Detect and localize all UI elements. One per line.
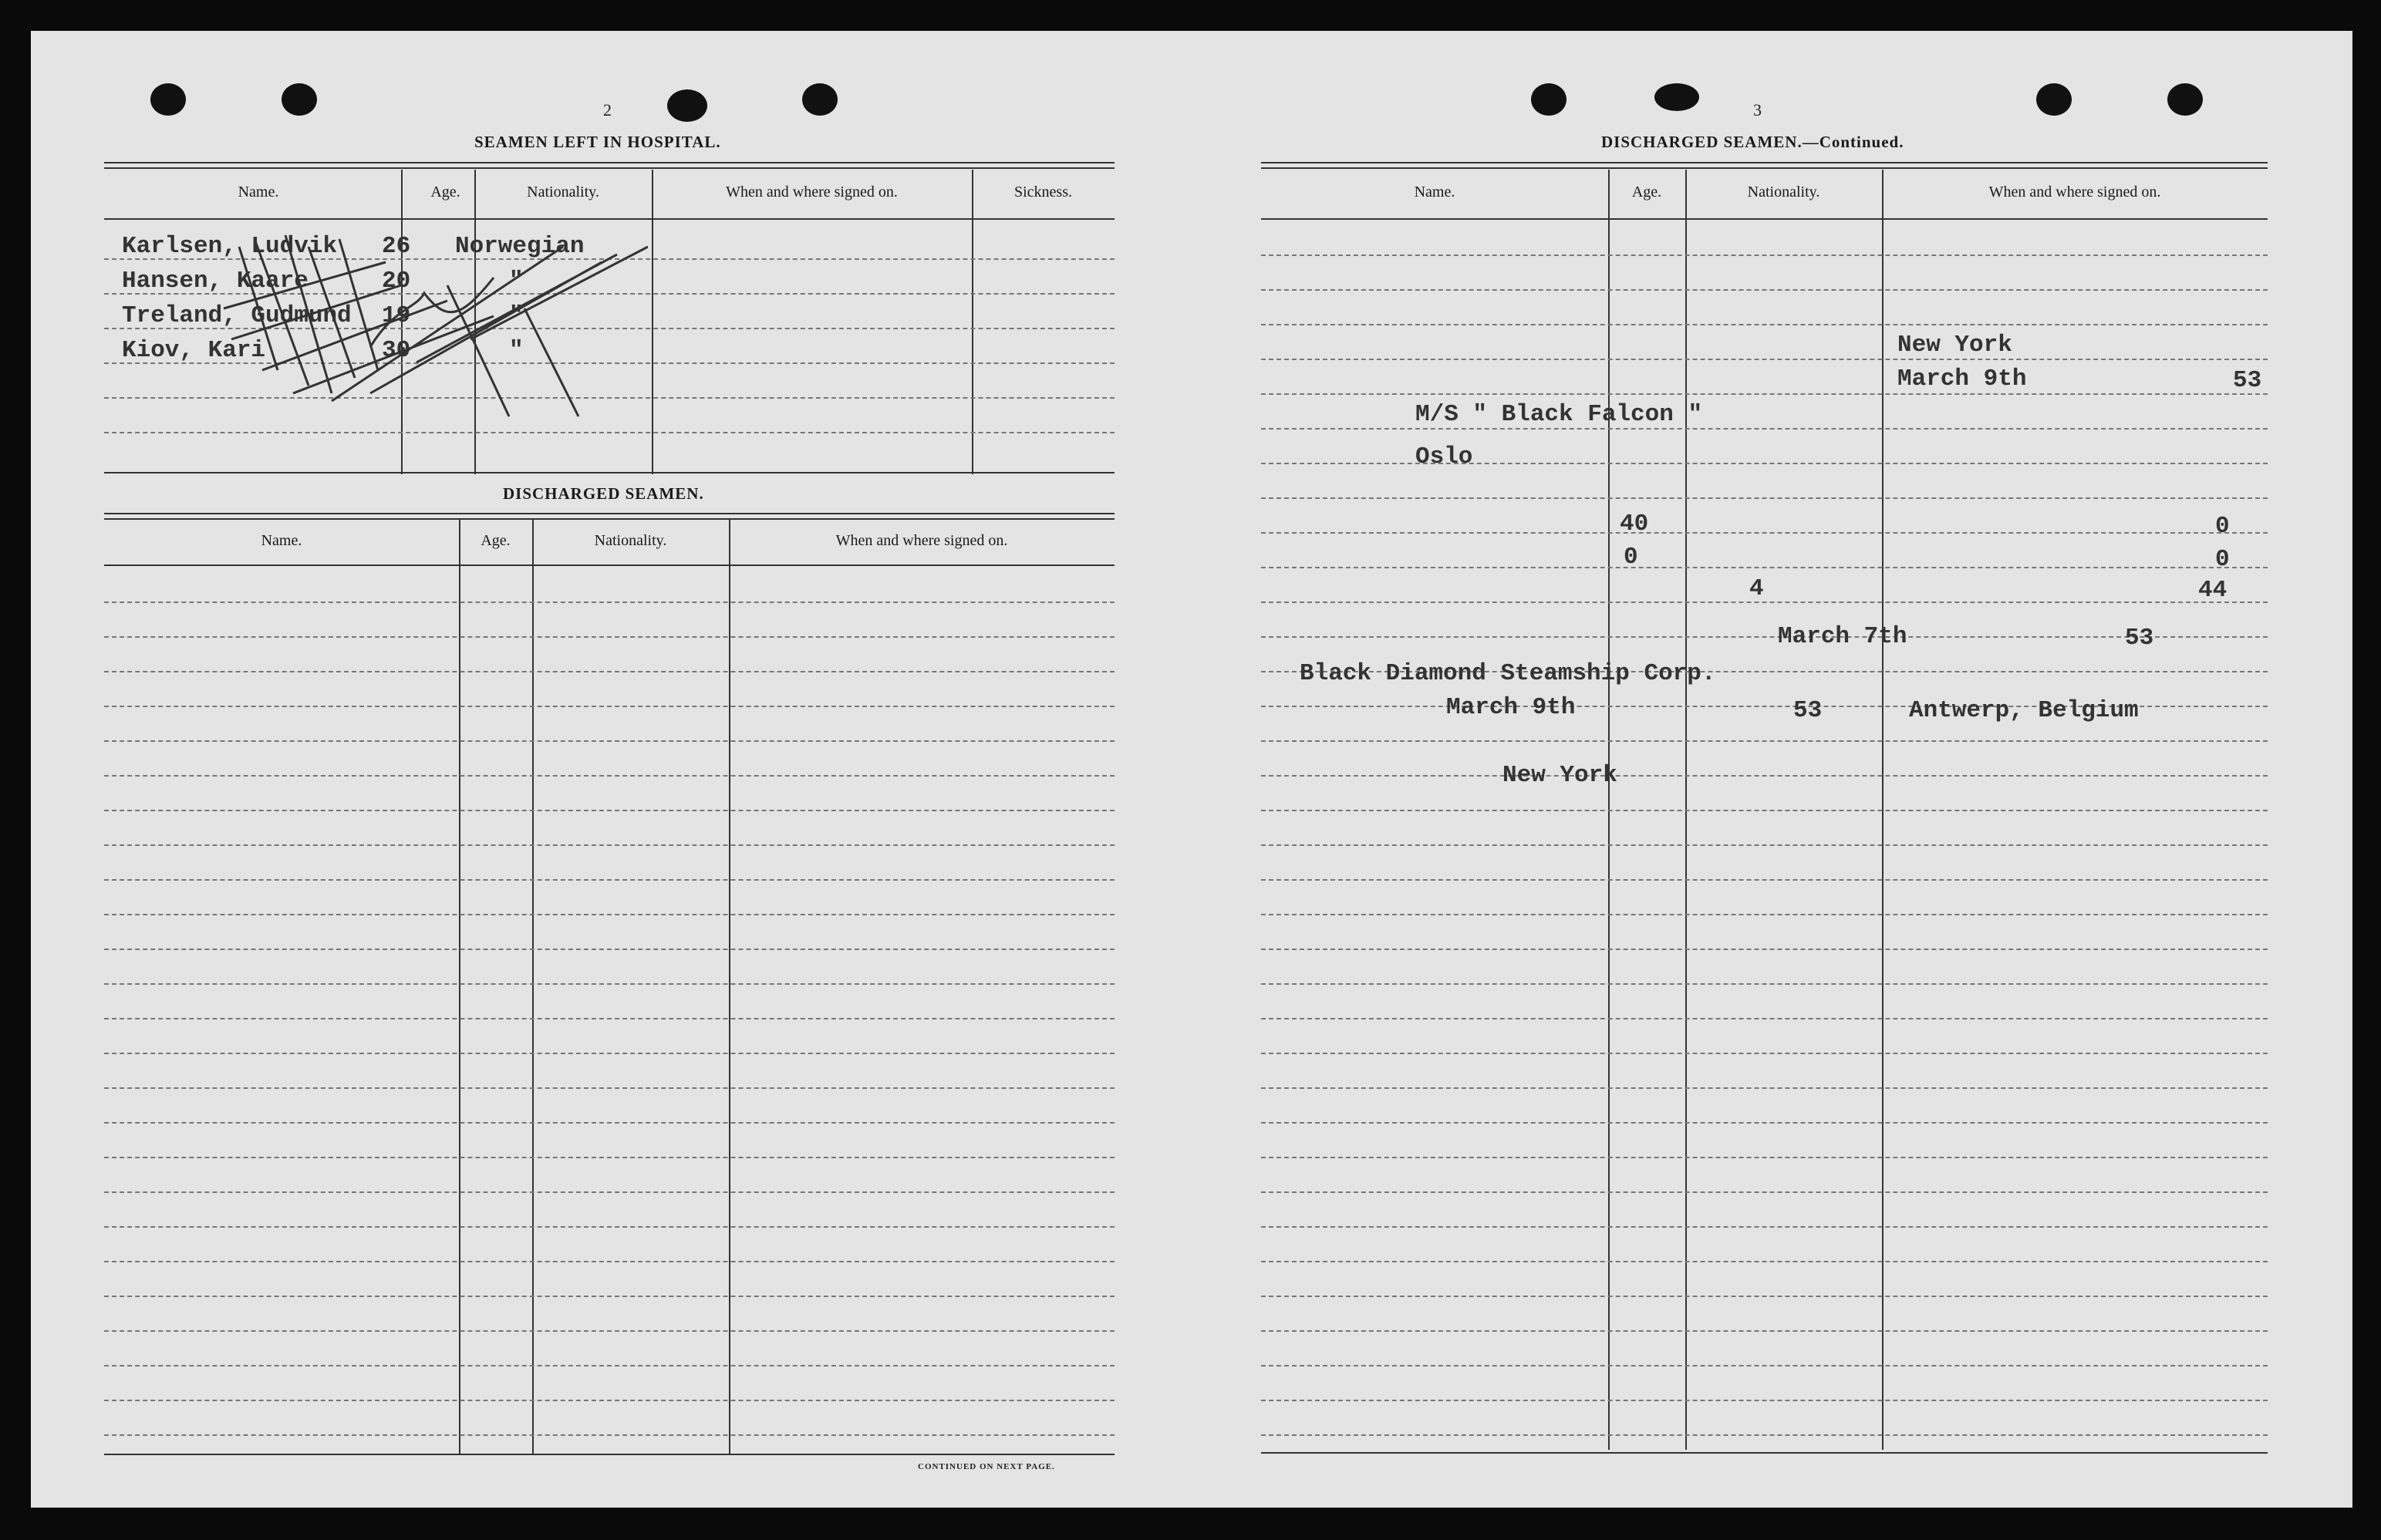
row-line	[1261, 393, 2268, 395]
row-line	[104, 1434, 1115, 1436]
entry-count: 4	[1749, 575, 1764, 602]
row-line	[1261, 810, 2268, 811]
row-line	[104, 602, 1115, 603]
row-line	[1261, 532, 2268, 534]
entry-zero: 0	[1624, 544, 1638, 571]
discharged-header-rule	[104, 564, 1115, 566]
row-line	[1261, 1122, 2268, 1124]
right-col-signed-on: When and where signed on.	[1988, 184, 2161, 201]
row-line	[104, 949, 1115, 950]
discharged-continued-title: DISCHARGED SEAMEN.—Continued.	[1601, 133, 1904, 151]
punch-hole	[802, 83, 838, 116]
entry-age: 40	[1620, 511, 1649, 537]
row-line	[1261, 914, 2268, 915]
page-number-right: 3	[1753, 100, 1762, 120]
row-line	[1261, 567, 2268, 568]
row-line	[1261, 602, 2268, 603]
row-line	[1261, 1191, 2268, 1193]
entry-port: New York	[1502, 762, 1617, 789]
hospital-row-nationality: "	[509, 268, 524, 295]
row-line	[104, 636, 1115, 638]
row-line	[104, 1330, 1115, 1332]
hospital-top-rule	[104, 162, 1115, 169]
row-line	[1261, 1018, 2268, 1019]
row-line	[104, 1226, 1115, 1228]
row-line	[1261, 463, 2268, 464]
punch-hole	[667, 89, 707, 122]
row-line	[1261, 1400, 2268, 1401]
entry-vessel: M/S " Black Falcon "	[1415, 401, 1703, 428]
page-number-left: 2	[603, 100, 612, 120]
row-line	[1261, 1330, 2268, 1332]
row-line	[1261, 1296, 2268, 1297]
row-line	[1261, 983, 2268, 985]
entry-foreign-port: Antwerp, Belgium	[1909, 697, 2139, 724]
row-line	[1261, 1157, 2268, 1158]
discharged-section-title: DISCHARGED SEAMEN.	[503, 484, 704, 503]
row-line	[1261, 879, 2268, 881]
row-line	[1261, 254, 2268, 256]
row-line	[1261, 359, 2268, 360]
discharged-col-nationality: Nationality.	[594, 532, 667, 549]
right-header-rule	[1261, 218, 2268, 220]
hospital-row-age: 19	[382, 302, 411, 329]
row-line	[104, 1261, 1115, 1262]
row-line	[1261, 775, 2268, 777]
row-line	[104, 671, 1115, 672]
row-line	[1261, 324, 2268, 325]
col-divider	[459, 518, 460, 1454]
crossout-scribble	[216, 216, 648, 447]
row-line	[1261, 1365, 2268, 1366]
row-line	[104, 1400, 1115, 1401]
row-line	[1261, 497, 2268, 499]
entry-count: 44	[2198, 577, 2228, 604]
hospital-bottom-rule	[104, 472, 1115, 473]
row-line	[104, 1157, 1115, 1158]
hospital-row-age: 20	[382, 268, 411, 295]
right-col-nationality: Nationality.	[1747, 184, 1820, 201]
row-line	[104, 775, 1115, 777]
punch-hole	[1654, 83, 1699, 111]
col-divider	[972, 170, 973, 474]
hospital-row-age: 30	[382, 337, 411, 364]
row-line	[1261, 949, 2268, 950]
row-line	[104, 1191, 1115, 1193]
hospital-col-nationality: Nationality.	[527, 184, 599, 201]
row-line	[1261, 1053, 2268, 1054]
right-col-age: Age.	[1631, 184, 1662, 201]
hospital-row-name: Kiov, Kari	[122, 337, 266, 364]
hospital-row-nationality: "	[509, 337, 524, 364]
hospital-row-name: Karlsen, Ludvik	[122, 233, 338, 260]
punch-hole	[150, 83, 186, 116]
row-line	[104, 706, 1115, 707]
entry-date: March 7th	[1778, 623, 1907, 650]
row-line	[1261, 428, 2268, 430]
entry-date: March 9th	[1897, 366, 2027, 393]
hospital-col-age: Age.	[430, 184, 460, 201]
document-sheet	[31, 31, 2352, 1508]
hospital-section-title: SEAMEN LEFT IN HOSPITAL.	[474, 133, 721, 151]
right-col-name: Name.	[1414, 184, 1455, 201]
row-line	[1261, 844, 2268, 846]
row-line	[104, 1018, 1115, 1019]
row-line	[104, 914, 1115, 915]
hospital-col-name: Name.	[238, 184, 279, 201]
row-line	[1261, 1087, 2268, 1089]
hospital-col-signed-on: When and where signed on.	[726, 184, 898, 201]
row-line	[104, 983, 1115, 985]
entry-port: New York	[1897, 332, 2012, 359]
hospital-row-name: Hansen, Kaare	[122, 268, 309, 295]
col-divider	[652, 170, 653, 474]
col-divider	[532, 518, 534, 1454]
punch-hole	[2036, 83, 2072, 116]
row-line	[104, 879, 1115, 881]
hospital-row-name: Treland, Gudmund	[122, 302, 352, 329]
col-divider	[729, 518, 730, 1454]
row-line	[104, 1087, 1115, 1089]
row-line	[1261, 289, 2268, 291]
entry-year: 53	[1793, 697, 1823, 724]
row-line	[104, 740, 1115, 742]
right-bottom-rule	[1261, 1452, 2268, 1454]
entry-year: 53	[2125, 625, 2154, 652]
hospital-row-nationality: Norwegian	[455, 233, 585, 260]
row-line	[1261, 1434, 2268, 1436]
entry-year: 53	[2233, 367, 2262, 394]
discharged-col-signed-on: When and where signed on.	[835, 532, 1008, 549]
continued-footer: CONTINUED ON NEXT PAGE.	[918, 1462, 1055, 1471]
punch-hole	[282, 83, 317, 116]
entry-zero: 0	[2215, 513, 2230, 540]
right-top-rule	[1261, 162, 2268, 169]
hospital-row-age: 26	[382, 233, 411, 260]
entry-date: March 9th	[1446, 694, 1576, 721]
punch-hole	[2167, 83, 2203, 116]
row-line	[104, 1365, 1115, 1366]
row-line	[104, 1296, 1115, 1297]
row-line	[104, 844, 1115, 846]
row-line	[1261, 1226, 2268, 1228]
row-line	[104, 1122, 1115, 1124]
hospital-row-nationality: "	[509, 302, 524, 329]
row-line	[1261, 740, 2268, 742]
hospital-col-sickness: Sickness.	[1014, 184, 1072, 201]
entry-home-port: Oslo	[1415, 443, 1473, 470]
discharged-col-age: Age.	[481, 532, 511, 549]
discharged-col-name: Name.	[261, 532, 302, 549]
discharged-bottom-rule	[104, 1454, 1115, 1455]
row-line	[1261, 636, 2268, 638]
row-line	[104, 810, 1115, 811]
row-line	[104, 1053, 1115, 1054]
discharged-top-rule	[104, 513, 1115, 520]
row-line	[1261, 1261, 2268, 1262]
punch-hole	[1531, 83, 1567, 116]
entry-company: Black Diamond Steamship Corp.	[1300, 660, 1716, 687]
entry-zero: 0	[2215, 546, 2230, 573]
